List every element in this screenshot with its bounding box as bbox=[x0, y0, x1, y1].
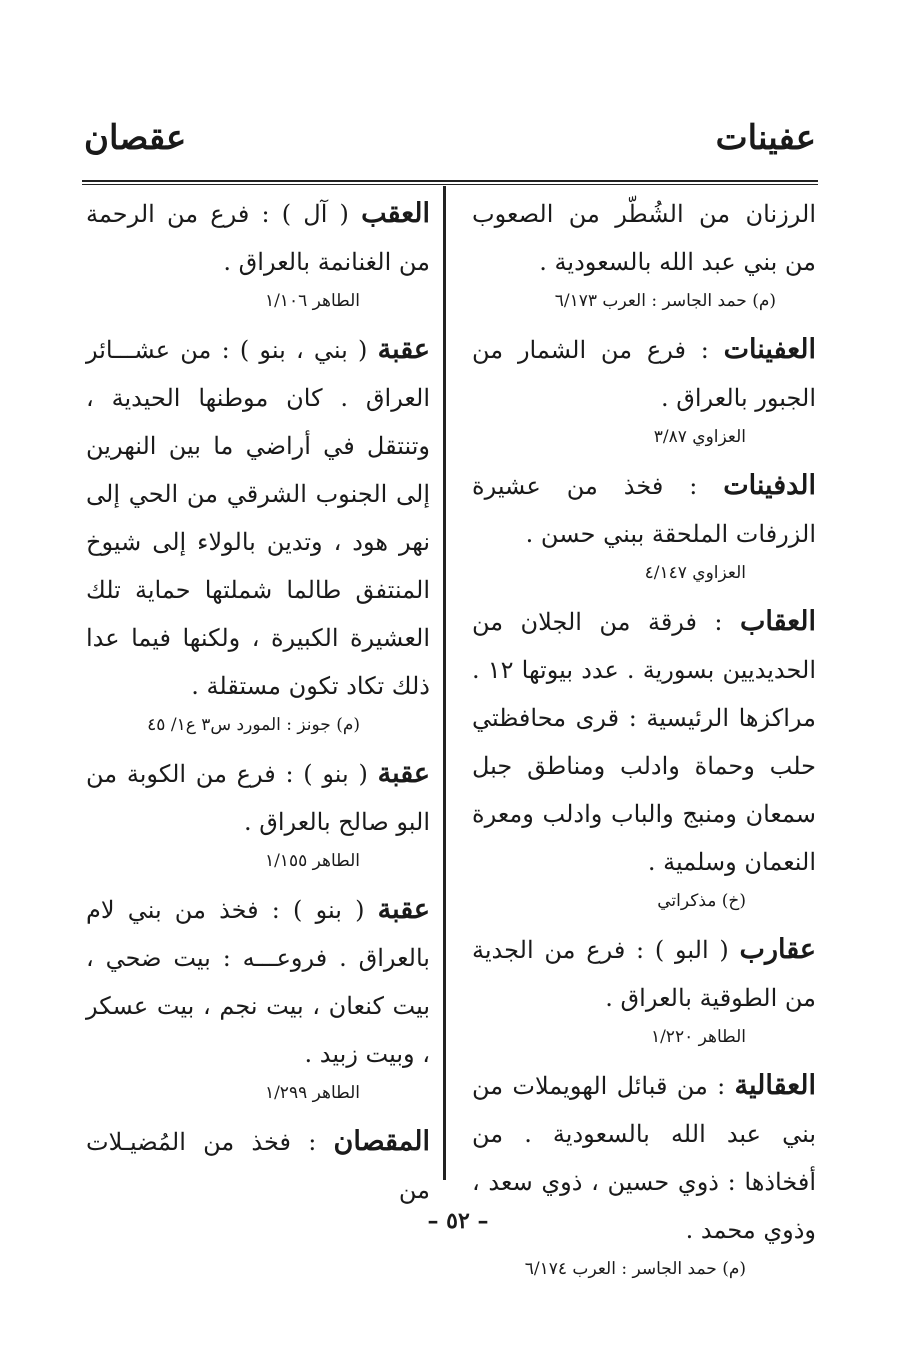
entry-text: ( بني ، بنو ) : من عشـــائر العراق . كان موطنها الحيدية ، وتنتقل في أراضي ما بين النهرين إلى الجنوب الشرقي من الحي إلى نهر هود ، وتدين بالولاء إلى شيوخ المنتفق طالما شملتها حماية تلك العشيرة الكبيرة ، ولكنها فيما عدا ذلك تكاد تكون مستقلة . bbox=[86, 336, 430, 700]
entry-headword: عقارب bbox=[739, 934, 816, 965]
entry bbox=[472, 190, 816, 316]
entry-source: العزاوي ٤/١٤٧ bbox=[644, 563, 746, 583]
entry-source: العزاوي ٣/٨٧ bbox=[653, 427, 746, 447]
entry-text: : فخذ من عشيرة الزرفات الملحقة ببني حسن . bbox=[472, 472, 816, 548]
header-rule bbox=[82, 180, 818, 182]
entry-text: ( آل ) : فرع من الرحمة من الغنانمة بالعراق . bbox=[86, 200, 430, 276]
entry-text: : فرع من الشمار من الجبور بالعراق . bbox=[472, 336, 816, 412]
entry-text: : فخذ من المُضيـلات من bbox=[86, 1128, 430, 1204]
right-column bbox=[472, 190, 816, 1294]
left-column bbox=[86, 190, 430, 1224]
entry bbox=[472, 926, 816, 1052]
entry bbox=[472, 1062, 816, 1284]
entry-headword: عقبة bbox=[377, 894, 430, 925]
entry-text: ( بنو ) : فرع من الكوبة من البو صالح بالعراق . bbox=[86, 760, 430, 836]
entry-text: الرزنان من الشُطّر من الصعوب من بني عبد الله بالسعودية . bbox=[472, 200, 816, 276]
entry-text: : من قبائل الهويملات من بني عبد الله بالسعودية . من أفخاذها : ذوي حسين ، ذوي سعد ، وذوي محمد . bbox=[472, 1072, 816, 1244]
entry-source: (خ) مذكراتي bbox=[657, 891, 746, 911]
entry bbox=[86, 326, 430, 740]
entry-headword: الدفينات bbox=[723, 470, 816, 501]
entry bbox=[86, 190, 430, 316]
entry-headword: العفينات bbox=[723, 334, 816, 365]
entry-text: ( البو ) : فرع من الجدية من الطوقية بالعراق . bbox=[472, 936, 816, 1012]
entry bbox=[86, 1118, 430, 1214]
header-rule-thin bbox=[82, 184, 818, 185]
entry-source: (م) جونز : المورد س٣ ع١/ ٤٥ bbox=[147, 715, 360, 735]
entry bbox=[472, 598, 816, 916]
entry-source: الطاهر ١/٢٢٠ bbox=[650, 1027, 746, 1047]
entry-text: : فرقة من الجلان من الحديديين بسورية . عدد بيوتها ١٢ . مراكزها الرئيسية : قرى محافظتي حلب وحماة وادلب ومناطق جبل سمعان ومنبج والباب وادلب ومعرة النعمان وسلمية . bbox=[472, 608, 816, 876]
entry-text: ( بنو ) : فخذ من بني لام بالعراق . فروعـــه : بيت ضحي ، بيت كنعان ، بيت نجم ، بيت عسكر ، وبيت زبيد . bbox=[86, 896, 430, 1068]
entry-source: الطاهر ١/١٠٦ bbox=[264, 291, 360, 311]
running-head-right: عفينات bbox=[715, 118, 816, 158]
entry-source: (م) حمد الجاسر : العرب ٦/١٧٤ bbox=[524, 1259, 746, 1279]
entry bbox=[472, 462, 816, 588]
entry-source: الطاهر ١/٢٩٩ bbox=[264, 1083, 360, 1103]
entry-source: الطاهر ١/١٥٥ bbox=[264, 851, 360, 871]
entry-headword: العقب bbox=[361, 198, 430, 229]
entry bbox=[472, 326, 816, 452]
entry-source: (م) حمد الجاسر : العرب ٦/١٧٣ bbox=[554, 291, 776, 311]
entry-headword: المقصان bbox=[333, 1126, 430, 1157]
column-divider bbox=[443, 186, 446, 1180]
entry-headword: عقبة bbox=[377, 334, 430, 365]
running-head-left: عقصان bbox=[84, 118, 187, 158]
entry-headword: العقاب bbox=[739, 606, 816, 637]
page-number: – ٥٢ – bbox=[427, 1208, 489, 1234]
entry-headword: عقبة bbox=[377, 758, 430, 789]
entry-headword: العقالية bbox=[734, 1070, 816, 1101]
entry bbox=[86, 750, 430, 876]
entry bbox=[86, 886, 430, 1108]
